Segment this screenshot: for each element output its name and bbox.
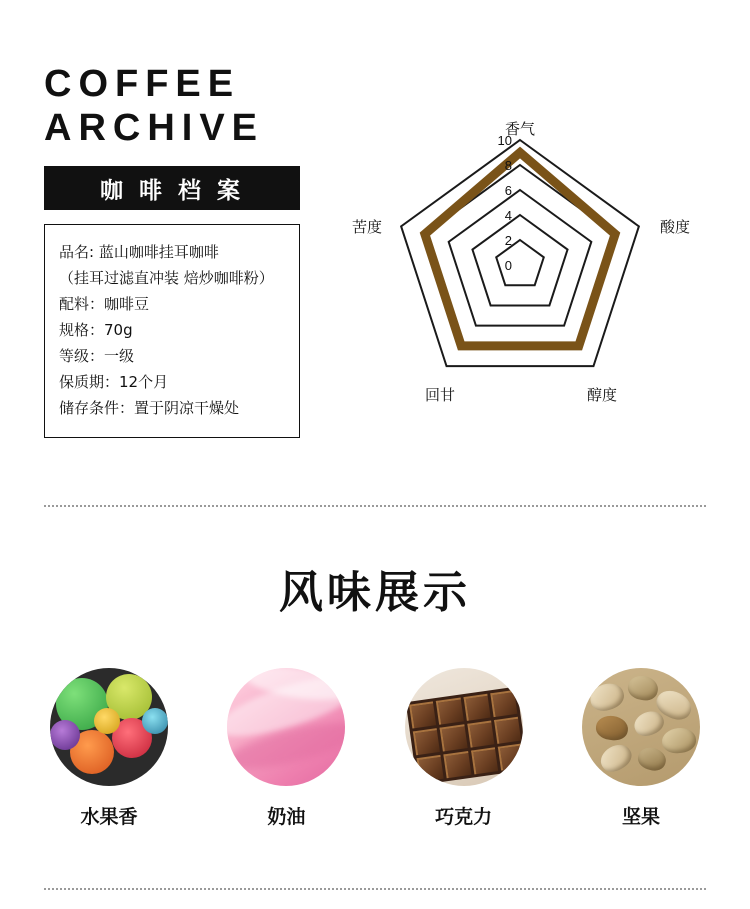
radar-tick: 8 xyxy=(504,158,512,173)
nuts-image xyxy=(582,668,700,786)
radar-grid xyxy=(401,140,639,366)
flavor-item-nuts xyxy=(576,668,706,829)
cream-image xyxy=(227,668,345,786)
flavor-section-title: 风味展示 xyxy=(279,567,471,618)
flavor-label: 巧克力 xyxy=(435,806,493,828)
flavor-label: 奶油 xyxy=(267,806,306,828)
info-row: 储存条件：置于阴凉干燥处 xyxy=(59,399,240,417)
product-info-box xyxy=(44,224,300,438)
brand-line-2: ARCHIVE xyxy=(44,107,265,149)
flavor-list xyxy=(44,668,706,829)
flavor-radar-chart xyxy=(330,110,730,450)
radar-axis-label-bitterness: 苦度 xyxy=(351,218,382,236)
radar-tick: 10 xyxy=(497,133,512,148)
info-row: 品名: 蓝山咖啡挂耳咖啡 xyxy=(59,243,219,261)
flavor-label: 水果香 xyxy=(80,806,138,828)
flavor-item-fruit xyxy=(44,668,174,829)
flavor-item-cream xyxy=(221,668,351,829)
info-row: （挂耳过滤直冲装 焙炒咖啡粉） xyxy=(59,269,274,287)
chocolate-image xyxy=(405,668,523,786)
brand-wordmark xyxy=(44,62,344,150)
radar-axis-label-acidity: 酸度 xyxy=(660,218,691,236)
info-row: 配料：咖啡豆 xyxy=(59,295,150,313)
flavor-label: 坚果 xyxy=(621,806,660,828)
radar-tick: 0 xyxy=(504,258,512,273)
brand-line-1: COFFEE xyxy=(44,63,241,105)
radar-axis-labels xyxy=(352,120,690,404)
radar-tick: 2 xyxy=(504,233,512,248)
radar-tick: 4 xyxy=(504,208,512,223)
fruit-image xyxy=(50,668,168,786)
info-row: 保质期：12个月 xyxy=(59,373,169,391)
archive-title-label: 咖 啡 档 案 xyxy=(99,177,245,204)
info-row: 规格：70g xyxy=(59,321,133,339)
flavor-item-chocolate xyxy=(399,668,529,829)
radar-svg xyxy=(330,110,730,450)
radar-tick: 6 xyxy=(504,183,512,198)
radar-axis-label-aftertaste: 回甘 xyxy=(424,386,456,404)
radar-axis-label-body: 醇度 xyxy=(586,386,618,404)
radar-axis-label-aroma: 香气 xyxy=(504,120,536,138)
archive-title-bar xyxy=(44,166,300,210)
info-row: 等级：一级 xyxy=(59,347,135,365)
section-divider xyxy=(44,888,706,890)
radar-series xyxy=(425,153,615,346)
section-divider xyxy=(44,505,706,507)
